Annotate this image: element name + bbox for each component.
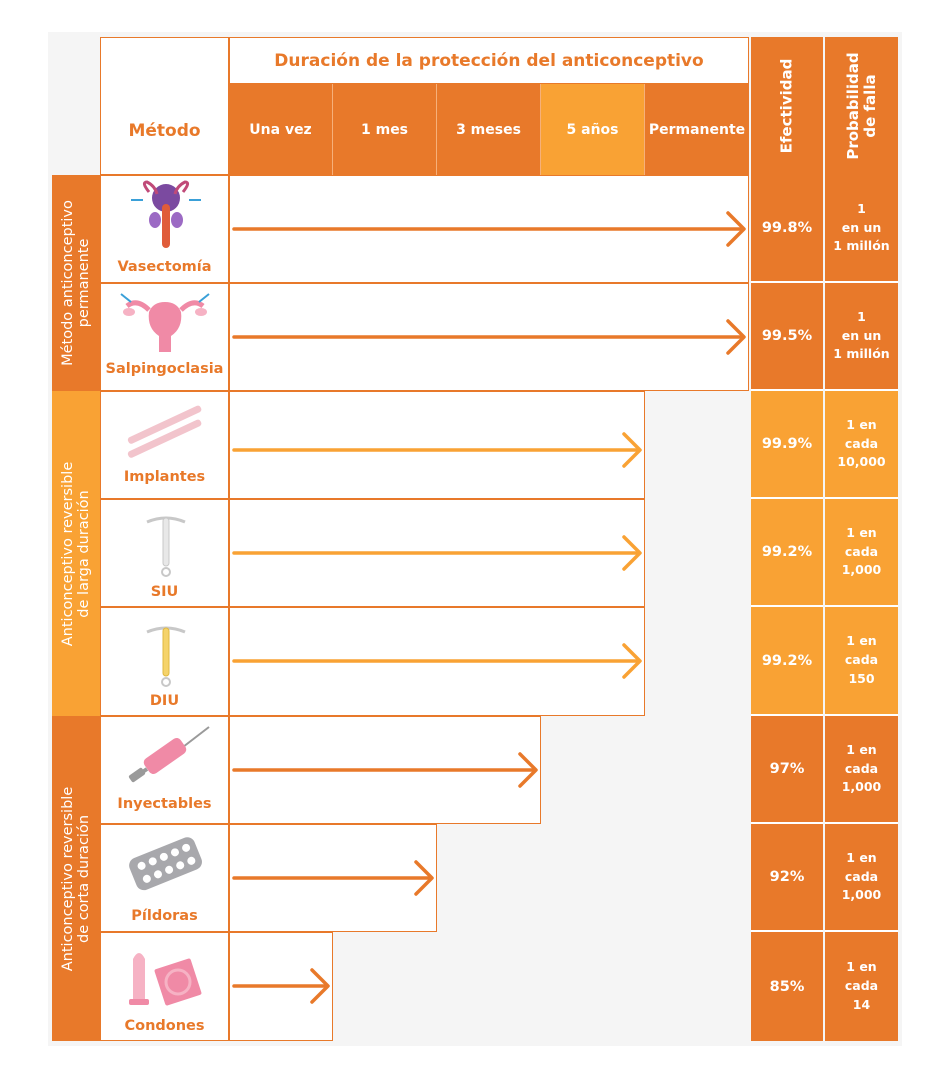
effectiveness-diu: 99.2% bbox=[751, 607, 823, 716]
arrow-pildoras bbox=[234, 862, 432, 894]
failure-condones: 1 en cada 14 bbox=[825, 932, 898, 1041]
effectiveness-header: Efectividad bbox=[751, 37, 823, 175]
duration-3-meses: 3 meses bbox=[437, 84, 541, 175]
failure-diu: 1 en cada 150 bbox=[825, 607, 898, 716]
category-long-acting: Anticonceptivo reversible de larga duración bbox=[52, 391, 100, 716]
method-name: Salpingoclasia bbox=[105, 361, 224, 377]
duration-title: Duración de la protección del anticonceptivo bbox=[229, 37, 749, 84]
duration-1-mes: 1 mes bbox=[333, 84, 437, 175]
failure-salpingoclasia: 1 en un 1 millón bbox=[825, 283, 898, 391]
method-name: Implantes bbox=[123, 469, 206, 485]
effectiveness-vasectomia: 99.8% bbox=[751, 175, 823, 283]
method-name: DIU bbox=[149, 693, 180, 709]
category-short-acting: Anticonceptivo reversible de corta duración bbox=[52, 716, 100, 1041]
duration-una-vez: Una vez bbox=[229, 84, 333, 175]
failure-header: Probabilidad de falla bbox=[825, 37, 898, 175]
arrow-condones bbox=[234, 970, 328, 1002]
category-permanent: Método anticonceptivo permanente bbox=[52, 175, 100, 391]
effectiveness-inyectables: 97% bbox=[751, 716, 823, 824]
failure-pildoras: 1 en cada 1,000 bbox=[825, 824, 898, 932]
failure-implantes: 1 en cada 10,000 bbox=[825, 391, 898, 499]
method-name: SIU bbox=[150, 584, 179, 600]
method-name: Vasectomía bbox=[117, 259, 212, 275]
effectiveness-implantes: 99.9% bbox=[751, 391, 823, 499]
effectiveness-pildoras: 92% bbox=[751, 824, 823, 932]
duration-permanente: Permanente bbox=[645, 84, 749, 175]
effectiveness-condones: 85% bbox=[751, 932, 823, 1041]
method-name: Condones bbox=[124, 1018, 205, 1034]
arrow-diu bbox=[234, 645, 640, 677]
method-header: Método bbox=[100, 37, 229, 175]
arrow-inyectables bbox=[234, 754, 536, 786]
failure-inyectables: 1 en cada 1,000 bbox=[825, 716, 898, 824]
duration-5-anos: 5 años bbox=[541, 84, 645, 175]
arrow-salpingoclasia bbox=[234, 321, 744, 353]
effectiveness-salpingoclasia: 99.5% bbox=[751, 283, 823, 391]
arrow-siu bbox=[234, 537, 640, 569]
failure-vasectomia: 1 en un 1 millón bbox=[825, 175, 898, 283]
arrow-vasectomia bbox=[234, 213, 744, 245]
effectiveness-siu: 99.2% bbox=[751, 499, 823, 607]
method-name: Inyectables bbox=[117, 796, 212, 812]
method-name: Píldoras bbox=[131, 908, 198, 924]
failure-siu: 1 en cada 1,000 bbox=[825, 499, 898, 607]
arrow-implantes bbox=[234, 434, 640, 466]
